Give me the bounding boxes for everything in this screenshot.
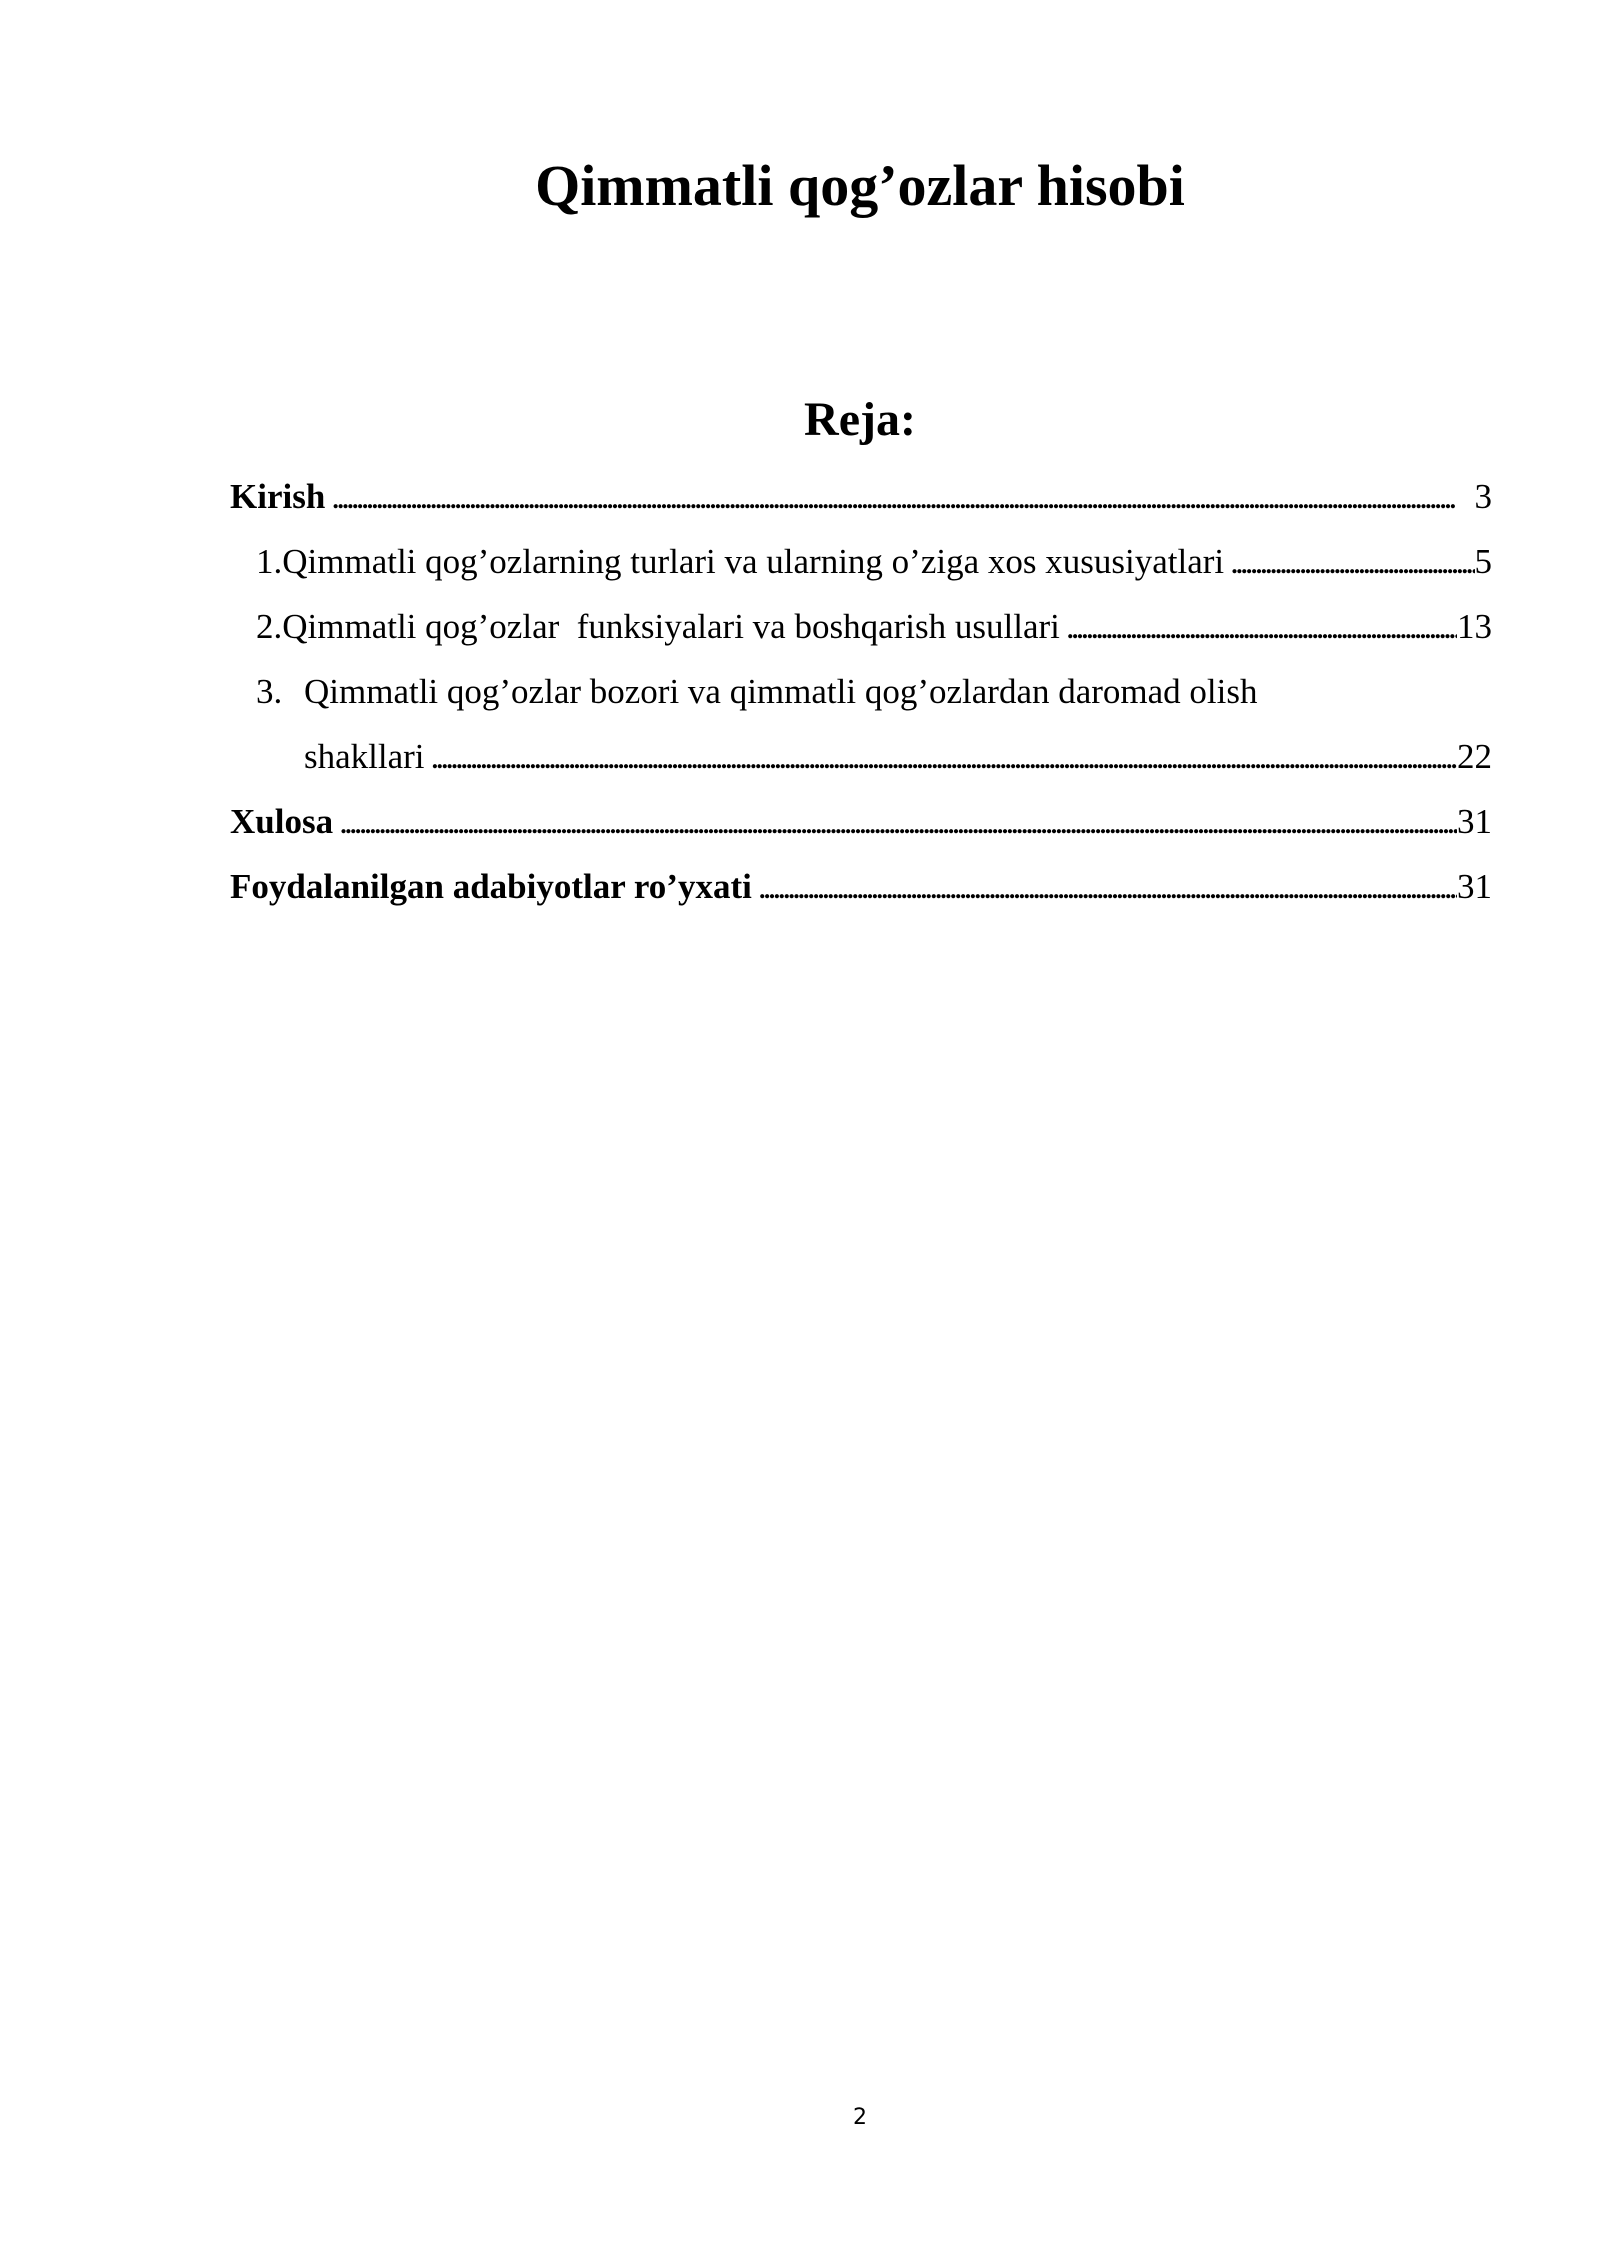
toc-entry-references[interactable] bbox=[230, 854, 1492, 919]
toc-entry-page: 13 bbox=[1457, 607, 1492, 646]
document-title: Qimmatli qog’ozlar hisobi bbox=[535, 153, 1185, 218]
toc-leader-dots bbox=[333, 789, 1457, 854]
toc-entry-label: Kirish bbox=[230, 477, 326, 516]
toc-entry-label: Qimmatli qog’ozlar bozori va qimmatli qog’ozlardan daromad olish bbox=[304, 672, 1258, 711]
toc-entry-2[interactable] bbox=[230, 594, 1492, 659]
toc-entry-1[interactable] bbox=[230, 529, 1492, 594]
toc-entry-page: 31 bbox=[1457, 802, 1492, 841]
table-of-contents bbox=[230, 464, 1492, 919]
toc-leader-dots bbox=[325, 464, 1474, 529]
page-number: 2 bbox=[853, 2105, 867, 2130]
toc-entry-intro[interactable] bbox=[230, 464, 1492, 529]
toc-leader-dots bbox=[752, 854, 1457, 919]
toc-entry-page: 3 bbox=[1474, 477, 1492, 516]
toc-entry-number: 1. bbox=[256, 542, 283, 581]
toc-entry-label: Qimmatli qog’ozlarning turlari va ularning o’ziga xos xususiyatlari bbox=[282, 542, 1225, 581]
toc-entry-3[interactable] bbox=[230, 659, 1492, 724]
toc-entry-page: 5 bbox=[1474, 542, 1492, 581]
toc-entry-number: 3. bbox=[256, 672, 283, 711]
toc-entry-3-continued[interactable] bbox=[230, 724, 1492, 789]
toc-entry-label: Qimmatli qog’ozlar funksiyalari va boshqarish usullari bbox=[282, 607, 1060, 646]
toc-entry-label: Xulosa bbox=[230, 802, 334, 841]
toc-entry-page: 31 bbox=[1457, 867, 1492, 906]
toc-entry-label: Foydalanilgan adabiyotlar ro’yxati bbox=[230, 867, 752, 906]
toc-entry-number: 2. bbox=[256, 607, 283, 646]
toc-leader-dots bbox=[425, 724, 1457, 789]
toc-entry-page: 22 bbox=[1457, 737, 1492, 776]
toc-entry-label-continued: shakllari bbox=[304, 737, 425, 776]
toc-entry-conclusion[interactable] bbox=[230, 789, 1492, 854]
toc-leader-dots bbox=[1224, 529, 1474, 594]
toc-leader-dots bbox=[1060, 594, 1457, 659]
plan-heading: Reja: bbox=[804, 393, 916, 446]
